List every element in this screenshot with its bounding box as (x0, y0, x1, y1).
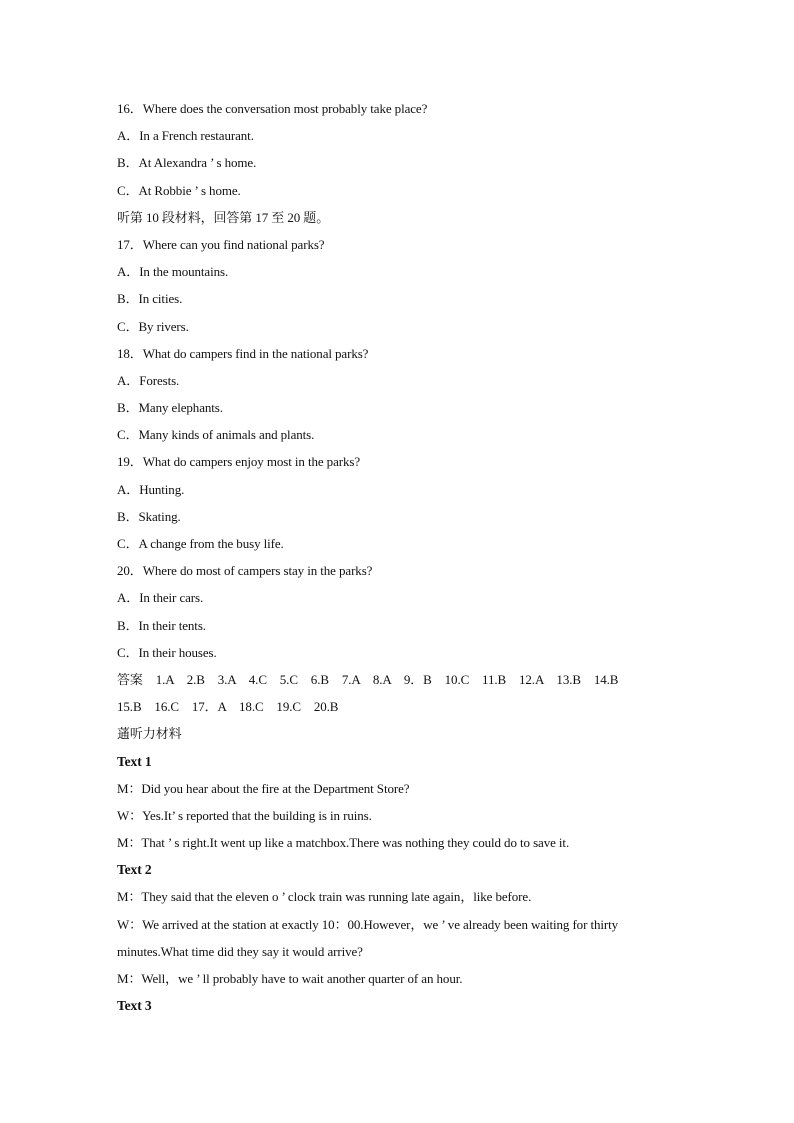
question-stem: 20．Where do most of campers stay in the parks? (117, 563, 373, 579)
option-b: B．At Alexandra ’ s home. (117, 155, 257, 171)
listening-material-title: 蓪听力材料 (117, 726, 182, 742)
question-20 (117, 557, 687, 666)
section-note: 听第 10 段材料，回答第 17 至 20 题。 (117, 209, 330, 225)
option-a: A．In a French restaurant. (117, 128, 254, 144)
option-c: C．In their houses. (117, 644, 217, 660)
dialogue-line: M：That ’ s right.It went up like a matchbox.There was nothing they could do to save it. (117, 835, 570, 851)
document-page (117, 95, 687, 1019)
answer-line-1: 答案 1.A 2.B 3.A 4.C 5.C 6.B 7.A 8.A 9．B 10.C 11.B 12.A 13.B 14.B (117, 671, 619, 687)
answer-line-2: 15.B 16.C 17．A 18.C 19.C 20.B (117, 699, 339, 715)
question-stem: 17．Where can you find national parks? (117, 236, 325, 252)
text-1 (117, 748, 687, 857)
text-title: Text 2 (117, 862, 152, 878)
text-title: Text 3 (117, 998, 152, 1014)
dialogue-line: M：Did you hear about the fire at the Department Store? (117, 780, 410, 796)
option-a: A．In their cars. (117, 590, 204, 606)
option-c: C．Many kinds of animals and plants. (117, 427, 315, 443)
option-c: C．By rivers. (117, 318, 189, 334)
question-18 (117, 340, 687, 449)
answer-key (117, 666, 687, 720)
dialogue-line: M：Well，we ’ ll probably have to wait another quarter of an hour. (117, 971, 463, 986)
question-stem: 16．Where does the conversation most probably take place? (117, 101, 428, 116)
dialogue-line-continued: minutes.What time did they say it would arrive? (117, 943, 363, 959)
question-16 (117, 95, 687, 204)
option-a: A．Forests. (117, 372, 180, 388)
dialogue-line: W：Yes.It’ s reported that the building is in ruins. (117, 807, 372, 823)
option-b: B．Skating. (117, 508, 181, 524)
text-2 (117, 856, 687, 992)
option-c: C．At Robbie ’ s home. (117, 182, 241, 198)
option-c: C．A change from the busy life. (117, 536, 284, 551)
option-b: B．Many elephants. (117, 400, 223, 416)
text-title: Text 1 (117, 753, 152, 769)
option-b: B．In cities. (117, 291, 183, 307)
question-19 (117, 448, 687, 557)
question-stem: 19．What do campers enjoy most in the parks? (117, 454, 360, 470)
dialogue-line: W：We arrived at the station at exactly 10：00.However，we ’ ve already been waiting for thirty (117, 916, 619, 932)
dialogue-line: M：They said that the eleven o ’ clock train was running late again，like before. (117, 889, 532, 905)
option-a: A．Hunting. (117, 481, 185, 497)
question-stem: 18．What do campers find in the national parks? (117, 345, 369, 361)
option-a: A．In the mountains. (117, 264, 229, 280)
option-b: B．In their tents. (117, 617, 206, 633)
text-3 (117, 992, 687, 1019)
question-17 (117, 231, 687, 340)
